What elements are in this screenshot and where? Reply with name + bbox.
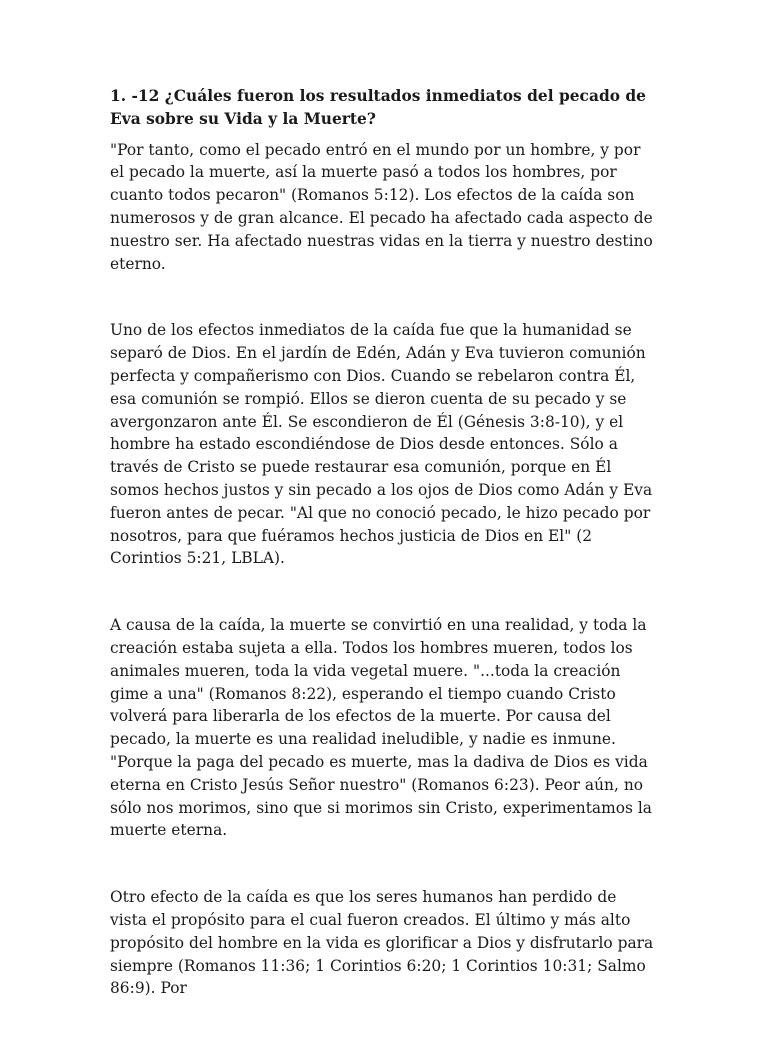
paragraph-romans-5-12: "Por tanto, como el pecado entró en el mundo por un hombre, y por el pecado la muerte, así la muerte pasó a todos los hombres, por cuanto todos pecaron" (Romanos 5:12). Los efectos de la caída son numerosos y de gran alcance. El pecado ha afectado cada aspecto de nuestro ser. Ha afectado nuestras vidas en la tierra y nuestro destino eterno. bbox=[110, 140, 653, 273]
paragraph-separation-from-god: Uno de los efectos inmediatos de la caída fue que la humanidad se separó de Dios. En el jardín de Edén, Adán y Eva tuvieron comunión perfecta y compañerismo con Dios. Cuando se rebelaron contra Él, esa comunión se rompió. Ellos se dieron cuenta de su pecado y se avergonzaron ante Él. Se escondieron de Él (Génesis 3:8-10), y el hombre ha estado escondiéndose de Dios desde entonces. Sólo a través de Cristo se puede restaurar esa comunión, porque en Él somos hechos justos y sin pecado a los ojos de Dios como Adán y Eva fueron antes de pecar. "Al que no conoció pecado, le hizo pecado por nosotros, para que fuéramos hechos justicia de Dios en El" (2 Corintios 5:21, LBLA). bbox=[110, 321, 653, 568]
question-heading: 1. -12 ¿Cuáles fueron los resultados inmediatos del pecado de Eva sobre su Vida y la Muerte? bbox=[110, 87, 646, 128]
paragraph-death-reality: A causa de la caída, la muerte se convirtió en una realidad, y toda la creación estaba sujeta a ella. Todos los hombres mueren, todos los animales mueren, toda la vida vegetal muere. "...toda la creación gime a una" (Romanos 8:22), esperando el tiempo cuando Cristo volverá para liberarla de los efectos de la muerte. Por causa del pecado, la muerte es una realidad ineludible, y nadie es inmune. "Porque la paga del pecado es muerte, mas la dadiva de Dios es vida eterna en Cristo Jesús Señor nuestro" (Romanos 6:23). Peor aún, no sólo nos morimos, sino que si morimos sin Cristo, experimentamos la muerte eterna. bbox=[110, 616, 652, 840]
document-page bbox=[110, 85, 658, 1044]
paragraph-lost-purpose: Otro efecto de la caída es que los seres humanos han perdido de vista el propósito para el cual fueron creados. El último y más alto propósito del hombre en la vida es glorificar a Dios y disfrutarlo para siempre (Romanos 11:36; 1 Corintios 6:20; 1 Corintios 10:31; Salmo 86:9). Por bbox=[110, 888, 654, 998]
